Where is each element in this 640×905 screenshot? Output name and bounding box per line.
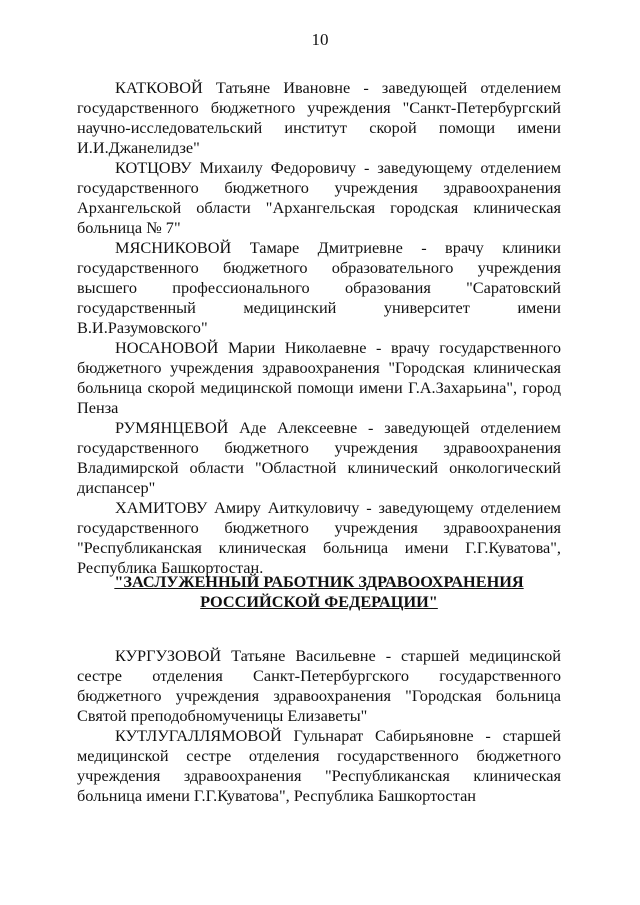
section-title bbox=[77, 572, 561, 612]
awardee-entry bbox=[77, 78, 561, 158]
page-number: 10 bbox=[311, 30, 329, 49]
awardee-name: КОТЦОВУ Михаилу Федоровичу bbox=[115, 158, 357, 177]
awardee-name: НОСАНОВОЙ Марии Николаевне bbox=[115, 338, 367, 357]
awardee-entry bbox=[77, 418, 561, 498]
section-title-line-1: "ЗАСЛУЖЕННЫЙ РАБОТНИК ЗДРАВООХРАНЕНИЯ bbox=[114, 572, 524, 591]
awardee-entry bbox=[77, 158, 561, 238]
awardee-description: - заведующей отделением государственного бюджетного учреждения "Санкт-Петербургский научно-исследовательский институт скорой помощи имени И.И.Джанелидзе" bbox=[77, 78, 562, 157]
awardee-entry bbox=[77, 646, 561, 726]
awardee-description: - заведующему отделением государственного бюджетного учреждения здравоохранения Архангельской области "Архангельская городская клиническая больница № 7" bbox=[77, 158, 561, 237]
awardee-name: КУТЛУГАЛЛЯМОВОЙ Гульнарат Сабирьяновне bbox=[115, 726, 474, 745]
section-title-line-2: РОССИЙСКОЙ ФЕДЕРАЦИИ" bbox=[200, 592, 438, 611]
award-section bbox=[77, 572, 561, 806]
awardee-description: - старшей медицинской сестре отделения государственного бюджетного учреждения здравоохранения "Республиканская клиническая больница имени Г.Г.Куватова", Республика Башкортостан bbox=[77, 726, 561, 805]
awardee-entry bbox=[77, 726, 561, 806]
awardee-name: МЯСНИКОВОЙ Тамаре Дмитриевне bbox=[115, 238, 403, 257]
awardee-name: РУМЯНЦЕВОЙ Аде Алексеевне bbox=[115, 418, 358, 437]
awardee-description: - врачу государственного бюджетного учреждения здравоохранения "Городская клиническая больница скорой медицинской помощи имени Г.А.Захарьина", город Пенза bbox=[77, 338, 561, 417]
awardee-description: - врачу клиники государственного бюджетного образовательного учреждения высшего профессионального образования "Саратовский государственный медицинский университет имени В.И.Разумовского" bbox=[77, 238, 561, 337]
awardee-entry bbox=[77, 338, 561, 418]
awardee-entry bbox=[77, 238, 561, 338]
awardee-name: КУРГУЗОВОЙ Татьяне Васильевне bbox=[115, 646, 376, 665]
awardee-description: - заведующей отделением государственного бюджетного учреждения здравоохранения Владимирской области "Областной клинический онкологический диспансер" bbox=[77, 418, 561, 497]
awardee-name: ХАМИТОВУ Амиру Аиткуловичу bbox=[115, 498, 360, 517]
awardee-description: - старшей медицинской сестре отделения Санкт-Петербургского государственного бюджетного учреждения здравоохранения "Городская больница Святой преподобномученицы Елизаветы" bbox=[77, 646, 561, 725]
awardee-description: - заведующему отделением государственного бюджетного учреждения здравоохранения "Республиканская клиническая больница имени Г.Г.Куватова", Республика Башкортостан. bbox=[77, 498, 561, 577]
awardee-entry bbox=[77, 498, 561, 578]
awardee-list-continued bbox=[77, 78, 561, 578]
awardee-name: КАТКОВОЙ Татьяне Ивановне bbox=[115, 78, 351, 97]
